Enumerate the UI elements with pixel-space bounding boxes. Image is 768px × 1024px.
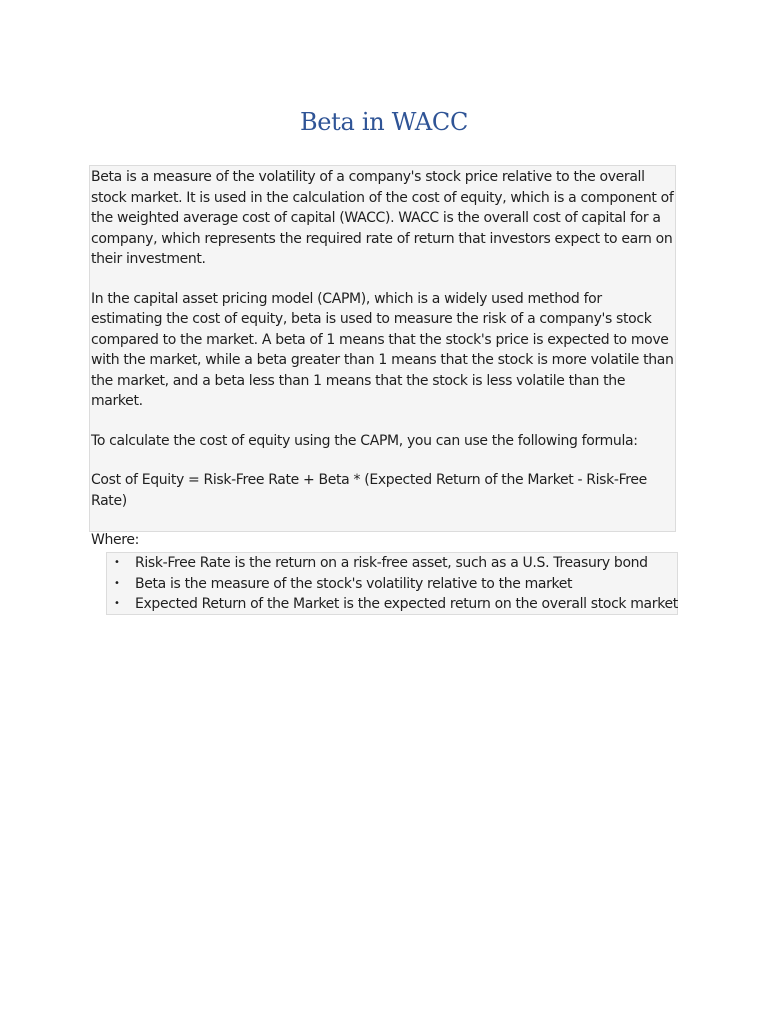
list-item-text: Risk-Free Rate is the return on a risk-free asset, such as a U.S. Treasury bond xyxy=(135,555,648,571)
list-item xyxy=(107,594,677,615)
list-item xyxy=(107,574,677,595)
list-item xyxy=(107,553,677,574)
list-item-text: Expected Return of the Market is the expected return on the overall stock market xyxy=(135,596,678,612)
definitions-list-block xyxy=(106,552,678,615)
body-text-block xyxy=(89,165,676,548)
page-title: Beta in WACC xyxy=(299,108,469,136)
paragraph-where: Where: xyxy=(91,532,140,548)
paragraph-formula-intro: To calculate the cost of equity using the CAPM, you can use the following formula: xyxy=(91,432,638,449)
paragraph-formula: Cost of Equity = Risk-Free Rate + Beta * (Expected Return of the Market - Risk-Free Rate) xyxy=(91,472,647,509)
bullet-icon: • xyxy=(114,557,120,568)
bullet-icon: • xyxy=(114,598,120,609)
paragraph-capm: In the capital asset pricing model (CAPM), which is a widely used method for estimating the cost of equity, beta is used to measure the risk of a company's stock compared to the market. A beta of 1 means that the stock's price is expected to move with the market, while a beta greater than 1 means that the stock is more volatile than the market, and a beta less than 1 means that the stock is less volatile than the market. xyxy=(91,290,674,409)
bullet-icon: • xyxy=(114,577,120,589)
definitions-list xyxy=(107,553,677,615)
list-item-text: Beta is the measure of the stock's volatility relative to the market xyxy=(135,575,573,592)
paragraph-beta-definition: Beta is a measure of the volatility of a company's stock price relative to the overall stock market. It is used in the calculation of the cost of equity, which is a component of the weighted average cost of capital (WACC). WACC is the overall cost of capital for a company, which represents the required rate of return that investors expect to earn on their investment. xyxy=(91,169,674,267)
